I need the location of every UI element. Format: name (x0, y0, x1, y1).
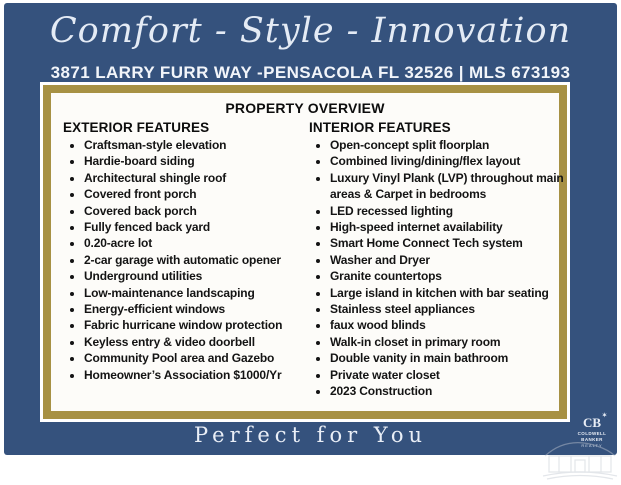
feature-item: • Granite countertops (330, 268, 568, 284)
feature-item: • Smart Home Connect Tech system (330, 235, 568, 251)
exterior-features-list (63, 137, 309, 383)
exterior-features-column (63, 120, 309, 400)
feature-item: • 0.20-acre lot (84, 235, 309, 251)
interior-features-list (309, 137, 568, 400)
feature-item: • Fully fenced back yard (84, 219, 309, 235)
feature-item: • Washer and Dryer (330, 252, 568, 268)
feature-item: • 2023 Construction (330, 383, 568, 399)
brand-line-realty: REALTY (581, 442, 603, 448)
brand-line-coldwell: COLDWELL (577, 431, 607, 436)
feature-item: • Architectural shingle roof (84, 170, 309, 186)
tagline-title: Comfort - Style - Innovation (49, 11, 572, 51)
feature-item: • Covered back porch (84, 203, 309, 219)
feature-item: • Double vanity in main bathroom (330, 350, 568, 366)
feature-item: • 2-car garage with automatic opener (84, 252, 309, 268)
feature-item: • Low-maintenance landscaping (84, 285, 309, 301)
feature-item: • High-speed internet availability (330, 219, 568, 235)
feature-item: • Energy-efficient windows (84, 301, 309, 317)
feature-item: • Private water closet (330, 367, 568, 383)
feature-item: • Covered front porch (84, 186, 309, 202)
feature-item: • Craftsman-style elevation (84, 137, 309, 153)
footer-slogan: Perfect for You (193, 423, 428, 447)
feature-item: • Keyless entry & video doorbell (84, 334, 309, 350)
feature-item: • Large island in kitchen with bar seating (330, 285, 568, 301)
flyer-background (4, 3, 617, 455)
feature-item: • faux wood blinds (330, 317, 568, 333)
feature-item: • Open-concept split floorplan (330, 137, 568, 153)
feature-item: • Fabric hurricane window protection (84, 317, 309, 333)
feature-item: • Luxury Vinyl Plank (LVP) throughout main areas & Carpet in bedrooms (330, 170, 568, 203)
feature-item: • Stainless steel appliances (330, 301, 568, 317)
feature-item: • Underground utilities (84, 268, 309, 284)
feature-item: • Community Pool area and Gazebo (84, 350, 309, 366)
cb-monogram (582, 413, 608, 430)
feature-item: • Homeowner’s Association $1000/Yr (84, 367, 309, 383)
exterior-features-heading: EXTERIOR FEATURES (63, 120, 210, 135)
feature-item: • LED recessed lighting (330, 203, 568, 219)
property-address: 3871 LARRY FURR WAY -PENSACOLA FL 32526 | MLS 673193 (50, 63, 571, 82)
star-icon: ✶ (602, 413, 608, 419)
panel-title: PROPERTY OVERVIEW (225, 100, 385, 116)
cb-monogram-letters: CB (582, 415, 602, 430)
interior-features-heading: INTERIOR FEATURES (309, 120, 451, 135)
feature-item: • Hardie-board siding (84, 153, 309, 169)
feature-item: • Walk-in closet in primary room (330, 334, 568, 350)
feature-item: • Combined living/dining/flex layout (330, 153, 568, 169)
interior-features-column (309, 120, 568, 400)
property-overview-panel (43, 85, 567, 419)
brand-line-banker: BANKER (581, 436, 603, 442)
features-columns (63, 120, 564, 400)
